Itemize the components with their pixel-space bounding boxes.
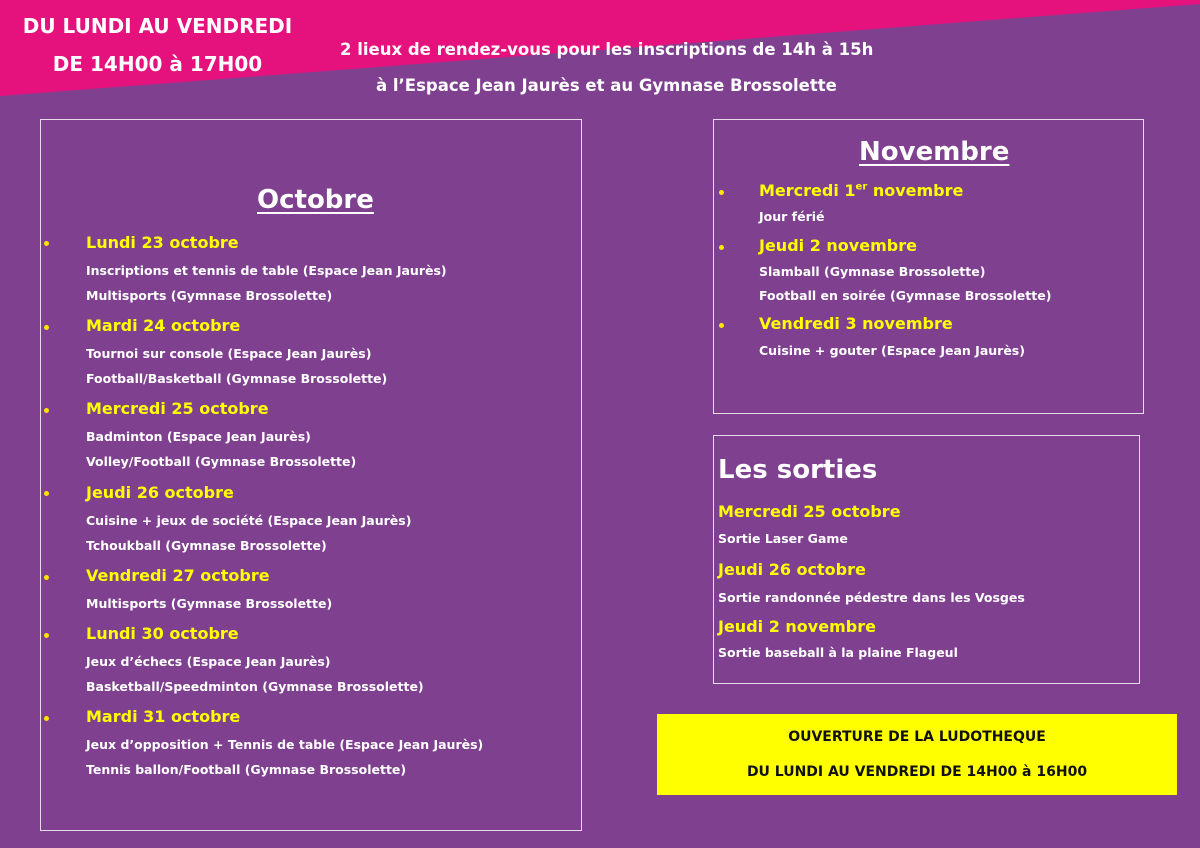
october-activity: Jeux d’opposition + Tennis de table (Espace Jean Jaurès) <box>86 737 484 752</box>
sortie-activity: Sortie baseball à la plaine Flageul <box>718 645 958 660</box>
bullet-icon <box>719 245 724 250</box>
november-title: Novembre <box>859 137 1010 167</box>
sorties-title: Les sorties <box>718 455 878 485</box>
october-activity: Basketball/Speedminton (Gymnase Brossolette) <box>86 679 424 694</box>
october-day-2: Mardi 24 octobre <box>86 316 241 335</box>
sortie-activity: Sortie Laser Game <box>718 531 848 546</box>
bullet-icon <box>44 325 49 330</box>
bullet-icon <box>44 716 49 721</box>
october-activity: Cuisine + jeux de société (Espace Jean Jaurès) <box>86 513 412 528</box>
october-day-4: Jeudi 26 octobre <box>86 483 234 502</box>
november-activity: Cuisine + gouter (Espace Jean Jaurès) <box>759 343 1025 358</box>
october-activity: Tchoukball (Gymnase Brossolette) <box>86 538 327 553</box>
meeting-points-line1: 2 lieux de rendez-vous pour les inscriptions de 14h à 15h <box>340 40 874 59</box>
sortie-activity: Sortie randonnée pédestre dans les Vosges <box>718 590 1025 605</box>
october-activity: Tennis ballon/Football (Gymnase Brossolette) <box>86 762 407 777</box>
october-day-3: Mercredi 25 octobre <box>86 399 269 418</box>
schedule-days-line1: DU LUNDI AU VENDREDI <box>22 14 293 38</box>
october-activity: Multisports (Gymnase Brossolette) <box>86 288 333 303</box>
ludotheque-box <box>657 714 1177 795</box>
november-activity: Jour férié <box>759 209 825 224</box>
bullet-icon <box>44 491 49 496</box>
november-activity: Slamball (Gymnase Brossolette) <box>759 264 986 279</box>
october-title: Octobre <box>257 185 374 215</box>
schedule-hours-line2: DE 14H00 à 17H00 <box>52 52 263 76</box>
bullet-icon <box>44 575 49 580</box>
october-activity: Football/Basketball (Gymnase Brossolette) <box>86 371 388 386</box>
november-activity: Football en soirée (Gymnase Brossolette) <box>759 288 1052 303</box>
sortie-day-3: Jeudi 2 novembre <box>718 617 876 636</box>
ludotheque-hours: DU LUNDI AU VENDREDI DE 14H00 à 16H00 <box>746 764 1088 780</box>
october-day-6: Lundi 30 octobre <box>86 624 239 643</box>
october-activity: Badminton (Espace Jean Jaurès) <box>86 429 311 444</box>
october-activity: Multisports (Gymnase Brossolette) <box>86 596 333 611</box>
october-day-7: Mardi 31 octobre <box>86 707 241 726</box>
bullet-icon <box>44 241 49 246</box>
november-day-1: Mercredi 1er novembre <box>759 181 964 200</box>
sortie-day-1: Mercredi 25 octobre <box>718 502 901 521</box>
bullet-icon <box>719 323 724 328</box>
bullet-icon <box>44 633 49 638</box>
ludotheque-title: OUVERTURE DE LA LUDOTHEQUE <box>788 729 1046 745</box>
sortie-day-2: Jeudi 26 octobre <box>718 560 866 579</box>
meeting-points-line2: à l’Espace Jean Jaurès et au Gymnase Brossolette <box>376 76 837 95</box>
october-activity: Tournoi sur console (Espace Jean Jaurès) <box>86 346 372 361</box>
november-day-2: Jeudi 2 novembre <box>759 236 917 255</box>
october-activity: Volley/Football (Gymnase Brossolette) <box>86 454 357 469</box>
october-activity: Jeux d’échecs (Espace Jean Jaurès) <box>86 654 331 669</box>
october-activity: Inscriptions et tennis de table (Espace Jean Jaurès) <box>86 263 447 278</box>
november-day-3: Vendredi 3 novembre <box>759 314 953 333</box>
bullet-icon <box>44 408 49 413</box>
october-day-5: Vendredi 27 octobre <box>86 566 270 585</box>
bullet-icon <box>719 190 724 195</box>
october-day-1: Lundi 23 octobre <box>86 233 239 252</box>
